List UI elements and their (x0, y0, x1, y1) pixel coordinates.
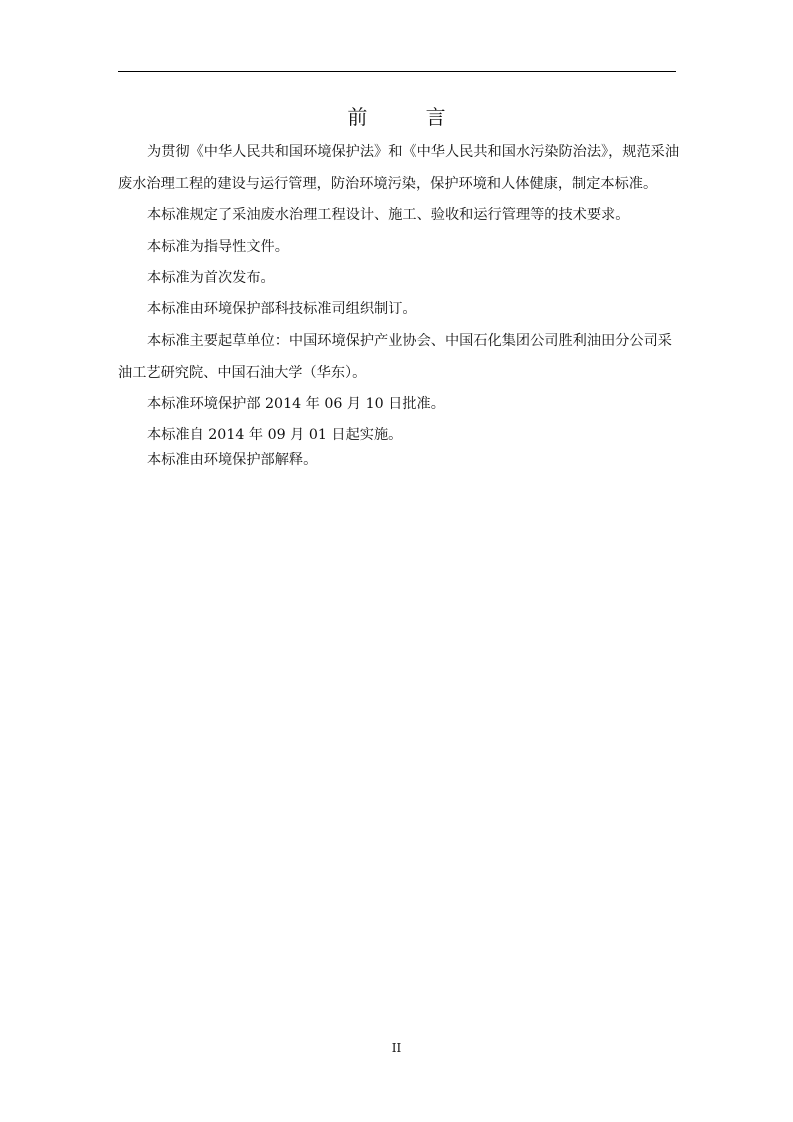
paragraph-line: 本标准主要起草单位：中国环境保护产业协会、中国石化集团公司胜利油田分公司采 (147, 333, 672, 349)
paragraph-3 (118, 231, 678, 263)
page-title: 前 言 (347, 105, 472, 129)
header-rule (118, 71, 676, 72)
paragraph-4 (118, 262, 678, 294)
paragraph-1 (118, 136, 678, 200)
paragraph-line: 本标准为指导性文件。 (147, 239, 289, 255)
paragraph-7 (118, 388, 678, 420)
paragraph-2 (118, 199, 678, 231)
paragraph-line: 本标准为首次发布。 (147, 270, 275, 286)
paragraph-line: 本标准由环境保护部解释。 (147, 452, 318, 468)
paragraph-line: 为贯彻《中华人民共和国环境保护法》和《中华人民共和国水污染防治法》，规范采油 (147, 144, 680, 160)
page-number: II (391, 1041, 402, 1055)
paragraph-line: 本标准规定了采油废水治理工程设计、施工、验收和运行管理等的技术要求。 (147, 207, 630, 223)
paragraph-line: 本标准环境保护部 2014 年 06 月 10 日批准。 (147, 396, 445, 412)
paragraph-9 (118, 444, 678, 476)
paragraph-line: 油工艺研究院、中国石油大学（华东）。 (118, 365, 367, 381)
paragraph-line: 废水治理工程的建设与运行管理，防治环境污染，保护环境和人体健康，制定本标准。 (118, 176, 658, 192)
paragraph-line: 本标准由环境保护部科技标准司组织制订。 (147, 301, 417, 317)
paragraph-5 (118, 293, 678, 325)
paragraph-6 (118, 325, 678, 389)
paragraph-line: 本标准自 2014 年 09 月 01 日起实施。 (147, 427, 403, 443)
